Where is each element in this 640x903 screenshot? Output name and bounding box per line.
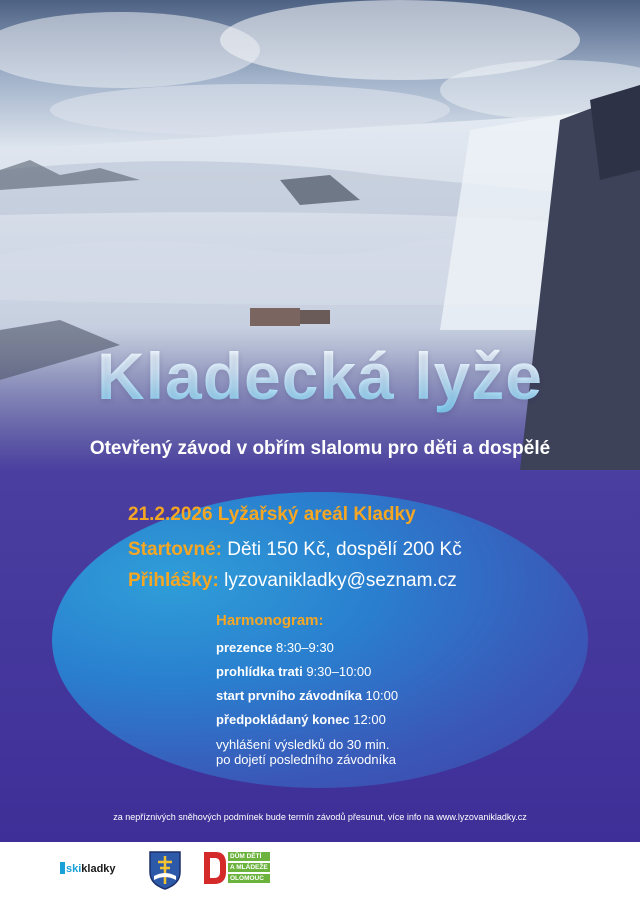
fee-label: Startovné: <box>128 539 222 560</box>
schedule-item <box>216 664 371 679</box>
date-place-text: 21.2.2026 Lyžařský areál Kladky <box>128 504 416 525</box>
schedule-note-line1: vyhlášení výsledků do 30 min. <box>216 737 390 752</box>
ski-logo-prefix: ski <box>66 863 82 875</box>
schedule-note-line2: po dojetí posledního závodníka <box>216 752 396 767</box>
schedule-item <box>216 640 334 655</box>
ski-logo-name: kladky <box>81 863 116 875</box>
schedule-item-label: předpokládaný konec <box>216 712 350 727</box>
schedule-item-time: 9:30–10:00 <box>306 664 372 679</box>
schedule-item <box>216 688 398 703</box>
schedule-item-label: prohlídka trati <box>216 664 303 679</box>
ddm-mark-icon <box>202 850 228 886</box>
schedule-heading: Harmonogram: <box>216 612 324 629</box>
poster-subtitle: Otevřený závod v obřím slalomu pro děti a dospělé <box>89 438 551 459</box>
fee-line <box>128 539 462 561</box>
ddm-line2: A MLÁDEŽE <box>228 863 270 872</box>
ski-mark-icon <box>60 862 65 874</box>
registration-email[interactable]: lyzovanikladky@seznam.cz <box>224 570 457 591</box>
fee-value: Děti 150 Kč, dospělí 200 Kč <box>227 539 462 560</box>
ddm-line1: DŮM DĚTÍ <box>228 852 270 861</box>
schedule-item-label: start prvního závodníka <box>216 688 362 703</box>
schedule-item <box>216 712 386 727</box>
schedule-item-time: 12:00 <box>353 712 386 727</box>
skikladky-logo <box>60 862 116 875</box>
municipal-crest-icon <box>148 850 182 890</box>
date-place <box>128 504 416 526</box>
footer-note: za nepříznivých sněhových podmínek bude termín závodů přesunut, více info na www.lyzovanikladky.cz <box>113 812 527 822</box>
schedule-item-time: 10:00 <box>365 688 399 703</box>
registration-label: Přihlášky: <box>128 570 219 591</box>
schedule-item-time: 8:30–9:30 <box>276 640 334 655</box>
registration-line <box>128 570 457 592</box>
schedule-item-label: prezence <box>216 640 273 655</box>
poster-title: Kladecká lyže <box>0 338 640 414</box>
ddm-line3: OLOMOUC <box>228 874 270 883</box>
